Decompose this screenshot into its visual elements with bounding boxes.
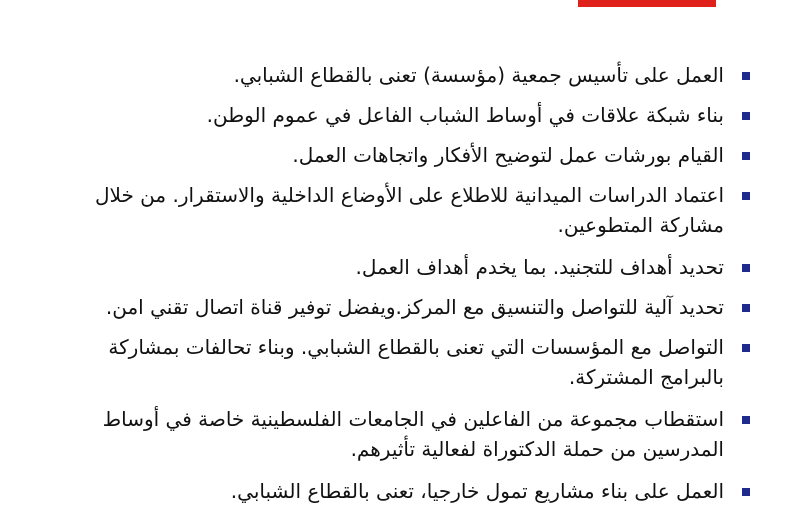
header-accent-bar xyxy=(578,0,716,7)
list-item-text: استقطاب مجموعة من الفاعلين في الجامعات الفلسطينية خاصة في أوساط المدرسين من حملة الدكتوراة لفعالية تأثيرهم. xyxy=(102,407,724,461)
square-bullet-icon xyxy=(742,152,750,160)
list-item xyxy=(40,60,752,90)
list-item xyxy=(40,140,752,170)
list-item-text: اعتماد الدراسات الميدانية للاطلاع على الأوضاع الداخلية والاستقرار. من خلال مشاركة المتطوعين. xyxy=(95,183,724,237)
list-item-text: تحديد آلية للتواصل والتنسيق مع المركز.ويفضل توفير قناة اتصال تقني امن. xyxy=(105,295,724,319)
list-item xyxy=(40,404,752,464)
list-item xyxy=(40,252,752,282)
list-item-text: التواصل مع المؤسسات التي تعنى بالقطاع الشبابي. وبناء تحالفات بمشاركة بالبرامج المشتركة. xyxy=(108,335,724,389)
square-bullet-icon xyxy=(742,344,750,352)
list-item-text: العمل على تأسيس جمعية (مؤسسة) تعنى بالقطاع الشبابي. xyxy=(233,63,724,87)
square-bullet-icon xyxy=(742,304,750,312)
list-item xyxy=(40,476,752,506)
square-bullet-icon xyxy=(742,488,750,496)
square-bullet-icon xyxy=(742,72,750,80)
square-bullet-icon xyxy=(742,416,750,424)
square-bullet-icon xyxy=(742,112,750,120)
list-item-text: تحديد أهداف للتجنيد. بما يخدم أهداف العمل. xyxy=(355,255,724,279)
list-item xyxy=(40,180,752,240)
list-item xyxy=(40,100,752,130)
bullet-list xyxy=(40,60,752,516)
list-item-text: القيام بورشات عمل لتوضيح الأفكار واتجاهات العمل. xyxy=(292,143,724,167)
list-item-text: بناء شبكة علاقات في أوساط الشباب الفاعل في عموم الوطن. xyxy=(206,103,724,127)
square-bullet-icon xyxy=(742,192,750,200)
list-item xyxy=(40,292,752,322)
list-item xyxy=(40,332,752,392)
square-bullet-icon xyxy=(742,264,750,272)
list-item-text: العمل على بناء مشاريع تمول خارجيا، تعنى بالقطاع الشبابي. xyxy=(230,479,724,503)
